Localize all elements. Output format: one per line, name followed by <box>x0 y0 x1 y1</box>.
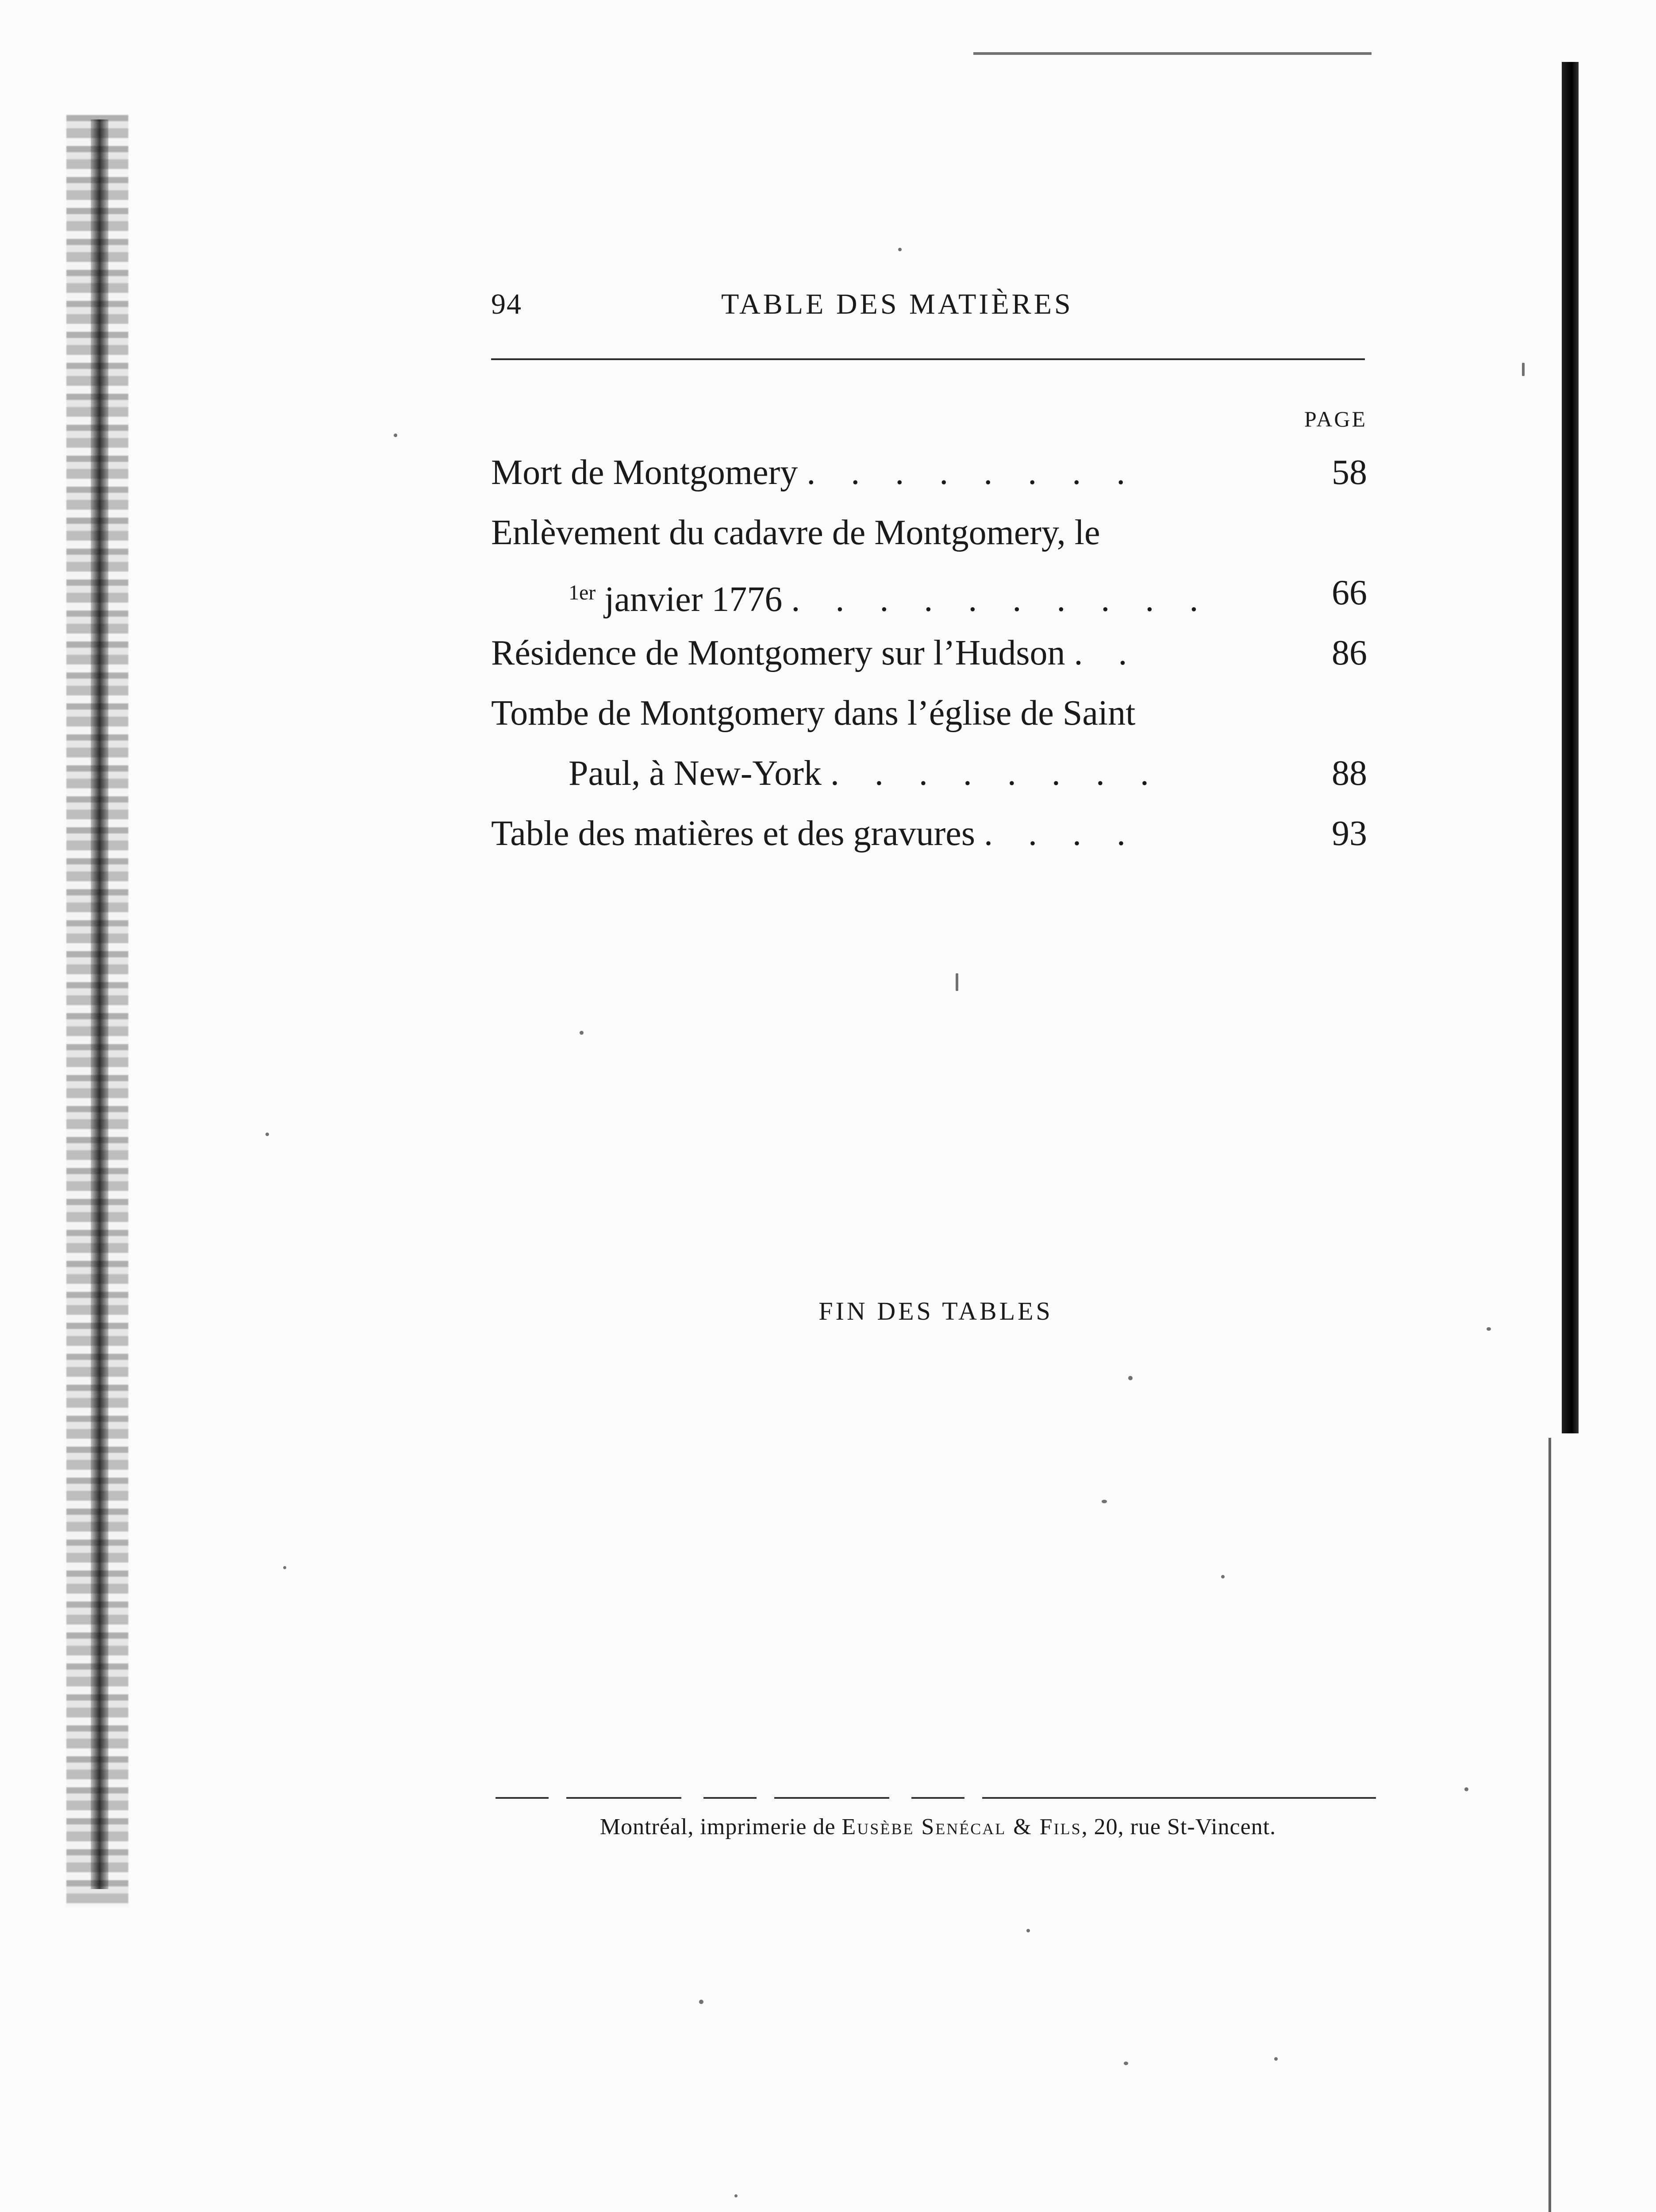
toc-entry-page: 93 <box>1332 814 1367 853</box>
page-title: TABLE DES MATIÈRES <box>721 288 1073 320</box>
scan-speck <box>1487 1327 1491 1331</box>
end-of-tables-note: FIN DES TABLES <box>818 1297 1053 1325</box>
toc-entry-title: Enlèvement du cadavre de Montgomery, le <box>491 513 1100 552</box>
leader-dots: . . . . . . . . . . <box>791 580 1212 619</box>
toc-entry-title: Tombe de Montgomery dans l’église de Saint <box>491 694 1136 733</box>
scan-speck <box>898 248 902 251</box>
toc-entry-page: 86 <box>1332 634 1367 672</box>
toc-entry <box>491 503 1367 623</box>
scan-speck <box>1102 1500 1107 1503</box>
leader-dots: . . . . . . . . <box>830 754 1162 793</box>
toc-entry-title: Résidence de Montgomery sur l’Hudson <box>491 634 1065 672</box>
toc-entry <box>491 442 1367 503</box>
imprint-prefix: Montréal, imprimerie de <box>599 1814 836 1839</box>
binding-edge <box>91 119 108 1889</box>
scan-speck <box>699 2000 703 2004</box>
scan-speck <box>1124 2062 1128 2065</box>
scan-speck <box>1274 2057 1278 2061</box>
imprint-rule-solid <box>1004 1797 1376 1799</box>
toc-entry-title-cont: janvier 1776 <box>604 580 783 619</box>
scan-speck <box>394 434 397 437</box>
scan-speck <box>265 1133 269 1136</box>
page-column-label: PAGE <box>1304 407 1367 431</box>
toc-entry-title-cont: Paul, à New-York <box>569 754 822 793</box>
scan-speck <box>956 973 958 991</box>
toc-entry <box>491 623 1367 683</box>
toc-entry <box>491 803 1367 864</box>
toc-entry-page: 88 <box>1332 754 1367 793</box>
toc-entry-page: 66 <box>1332 573 1367 612</box>
printer-imprint <box>496 1814 1380 1840</box>
leader-dots: . . . . . . . . <box>807 453 1139 492</box>
scan-speck <box>283 1566 286 1569</box>
imprint-suffix: , 20, rue St-Vincent. <box>1081 1814 1276 1839</box>
imprint-printer: Eusèbe Senécal & Fils <box>841 1814 1082 1839</box>
scan-mark <box>973 52 1372 55</box>
scan-speck <box>1026 1929 1030 1932</box>
scan-speck <box>1221 1575 1225 1578</box>
header-rule <box>491 358 1365 360</box>
leader-dots: . . . . <box>984 814 1139 853</box>
page-edge-line <box>1548 1438 1551 2212</box>
scan-speck <box>1522 363 1525 376</box>
toc-entry <box>491 683 1367 803</box>
ordinal-superscript: 1er <box>569 581 596 604</box>
toc-entry-title: Table des matières et des gravures <box>491 814 975 853</box>
toc-entry-title: Mort de Montgomery <box>491 453 798 492</box>
leader-dots: . . <box>1074 634 1141 672</box>
scan-speck <box>1128 1376 1133 1380</box>
table-of-contents <box>491 442 1367 864</box>
page-number: 94 <box>491 288 522 320</box>
scan-speck <box>580 1031 584 1035</box>
page-edge-shadow <box>1562 62 1579 1433</box>
toc-entry-page: 58 <box>1332 453 1367 492</box>
scan-speck <box>734 2194 738 2197</box>
scan-speck <box>1464 1787 1468 1791</box>
running-head <box>491 288 1372 323</box>
